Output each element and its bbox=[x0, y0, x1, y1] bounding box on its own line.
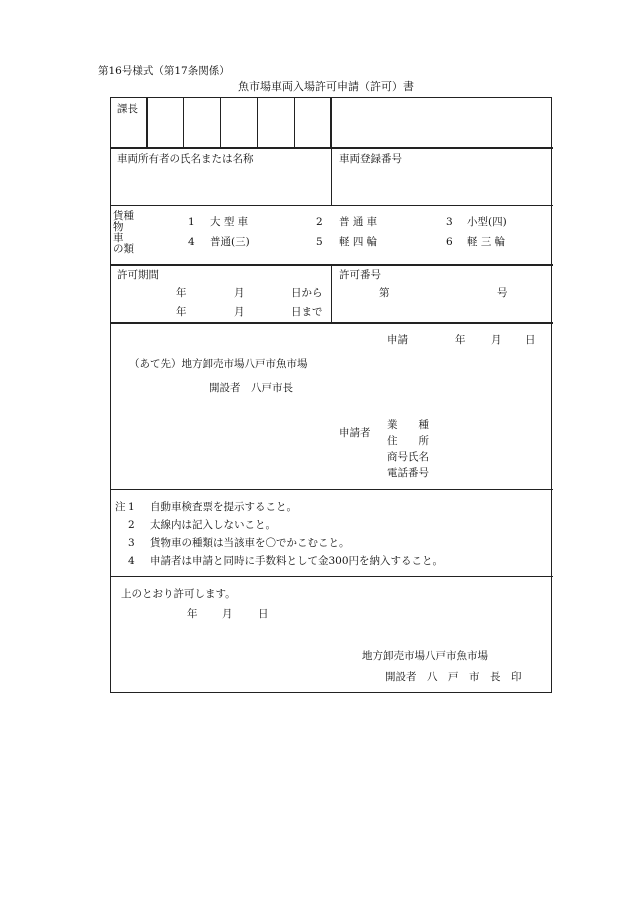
permit-until-day: 日まで bbox=[291, 306, 323, 318]
vehicle-option-label: 大 型 車 bbox=[210, 216, 249, 228]
permit-until-year: 年 bbox=[176, 306, 187, 318]
stamp-divider bbox=[220, 98, 221, 147]
permit-number-gou: 号 bbox=[497, 287, 508, 299]
approval-label-kacho: 課長 bbox=[117, 103, 138, 115]
vehicle-option-label: 軽 四 輪 bbox=[339, 236, 378, 248]
permit-number-label: 許可番号 bbox=[339, 269, 381, 281]
issuer-opener: 開設者 八 戸 市 長 印 bbox=[385, 671, 522, 683]
divider bbox=[111, 205, 553, 206]
vehicle-category-label-1: 貨種 bbox=[113, 210, 134, 222]
application-year: 年 bbox=[455, 334, 466, 346]
vehicle-option-label: 普通(三) bbox=[210, 236, 250, 248]
note-number: 1 bbox=[128, 501, 135, 513]
permit-until-month: 月 bbox=[234, 306, 245, 318]
form-number: 第16号様式（第17条関係） bbox=[98, 65, 230, 77]
vehicle-option-number: 6 bbox=[446, 236, 453, 248]
vehicle-option-number: 4 bbox=[188, 236, 195, 248]
opener-name: 開設者 八戸市長 bbox=[209, 382, 293, 394]
stamp-divider bbox=[257, 98, 258, 147]
notes-label: 注 bbox=[115, 501, 126, 513]
approval-year: 年 bbox=[187, 608, 198, 620]
permit-from-year: 年 bbox=[176, 287, 187, 299]
applicant-label: 申請者 bbox=[339, 427, 371, 439]
application-date-label: 申請 bbox=[387, 334, 408, 346]
owner-name-label: 車両所有者の氏名または名称 bbox=[117, 153, 254, 165]
approval-day: 日 bbox=[258, 608, 269, 620]
vehicle-option-label: 小型(四) bbox=[467, 216, 507, 228]
divider bbox=[111, 264, 553, 266]
application-day: 日 bbox=[525, 334, 536, 346]
permit-period-label: 許可期間 bbox=[117, 269, 159, 281]
note-text: 貨物車の種類は当該車を〇でかこむこと。 bbox=[150, 537, 350, 549]
note-number: 2 bbox=[128, 519, 135, 531]
note-number: 4 bbox=[128, 555, 135, 567]
applicant-field-phone: 電話番号 bbox=[387, 467, 429, 479]
stamp-divider bbox=[330, 98, 332, 147]
addressee: （あて先）地方卸売市場八戸市魚市場 bbox=[129, 358, 308, 370]
approval-statement: 上のとおり許可します。 bbox=[121, 588, 236, 600]
divider bbox=[111, 147, 553, 149]
vehicle-category-label-4: の類 bbox=[113, 243, 134, 255]
applicant-field-address: 住 所 bbox=[387, 435, 429, 447]
vehicle-option-number: 3 bbox=[446, 216, 453, 228]
vehicle-option-number: 2 bbox=[316, 216, 323, 228]
vehicle-option-label: 普 通 車 bbox=[339, 216, 378, 228]
divider bbox=[111, 489, 553, 490]
vehicle-category-label-3: 車 bbox=[113, 232, 124, 244]
approval-month: 月 bbox=[222, 608, 233, 620]
applicant-field-business: 業 種 bbox=[387, 419, 429, 431]
stamp-divider bbox=[146, 98, 148, 147]
permit-from-day: 日から bbox=[291, 287, 323, 299]
permit-number-dai: 第 bbox=[379, 287, 390, 299]
divider bbox=[111, 576, 553, 577]
issuer-name: 地方卸売市場八戸市魚市場 bbox=[362, 650, 488, 662]
note-text: 自動車検査票を提示すること。 bbox=[150, 501, 297, 513]
stamp-divider bbox=[183, 98, 184, 147]
divider bbox=[331, 147, 332, 205]
vehicle-option-number: 5 bbox=[316, 236, 323, 248]
stamp-divider bbox=[294, 98, 295, 147]
registration-number-label: 車両登録番号 bbox=[339, 153, 402, 165]
permit-from-month: 月 bbox=[234, 287, 245, 299]
applicant-field-trade-name: 商号氏名 bbox=[387, 451, 429, 463]
vehicle-option-number: 1 bbox=[188, 216, 195, 228]
vehicle-option-label: 軽 三 輪 bbox=[467, 236, 506, 248]
note-text: 申請者は申請と同時に手数料として金300円を納入すること。 bbox=[150, 555, 444, 567]
form-title: 魚市場車両入場許可申請（許可）書 bbox=[238, 80, 414, 93]
divider bbox=[331, 264, 332, 322]
note-number: 3 bbox=[128, 537, 135, 549]
note-text: 太線内は記入しないこと。 bbox=[150, 519, 276, 531]
vehicle-category-label-2: 物 bbox=[113, 221, 124, 233]
application-form bbox=[110, 97, 552, 693]
application-month: 月 bbox=[491, 334, 502, 346]
divider bbox=[111, 322, 553, 324]
